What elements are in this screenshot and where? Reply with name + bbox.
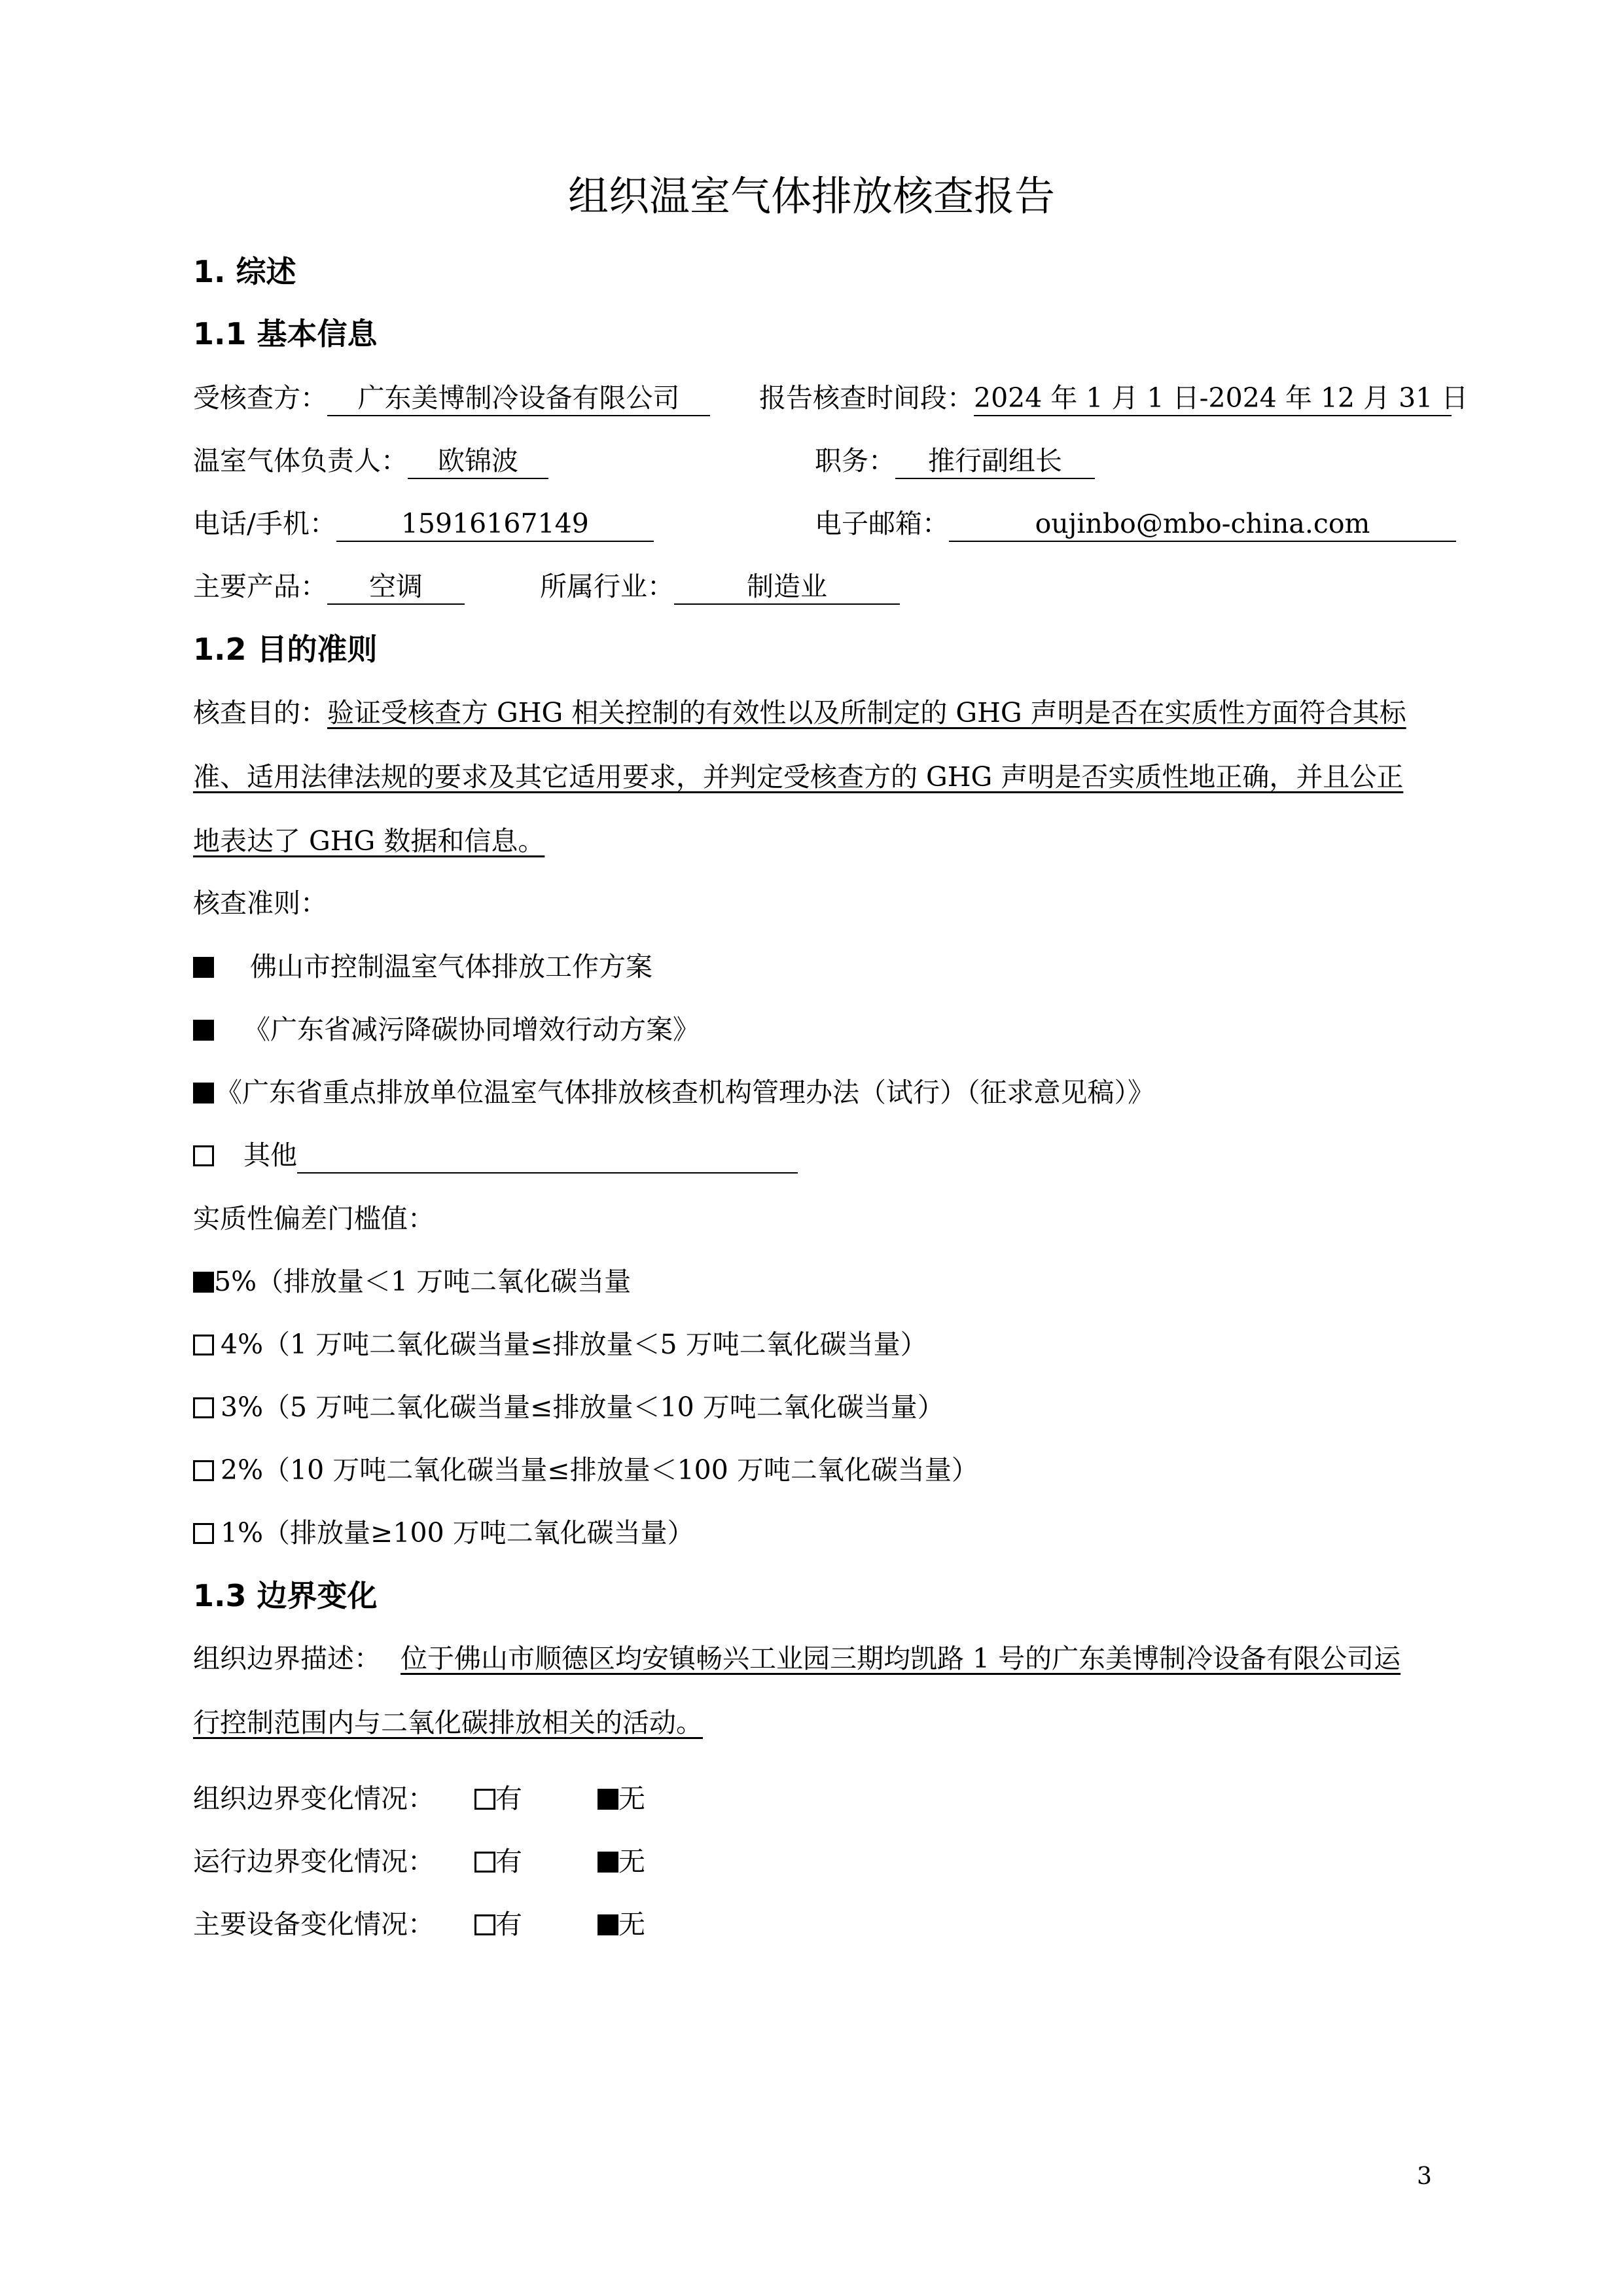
option-no: 无 — [618, 1846, 645, 1877]
email-row — [815, 504, 1456, 543]
period-value: 2024 年 1 月 1 日-2024 年 12 月 31 日 — [974, 381, 1452, 416]
industry-row — [540, 567, 900, 606]
criteria-item-text: 《广东省减污降碳协同增效行动方案》 — [243, 1014, 700, 1045]
criteria-item-text: 其他 — [243, 1139, 297, 1171]
purpose-label: 核查目的： — [193, 697, 327, 728]
industry-value: 制造业 — [674, 569, 900, 605]
checked-box-icon — [597, 1914, 618, 1935]
unchecked-box-icon — [193, 1523, 214, 1544]
industry-label: 所属行业： — [540, 571, 674, 602]
criteria-item-other — [193, 1136, 798, 1175]
position-value: 推行副组长 — [895, 444, 1095, 479]
unchecked-box-icon — [193, 1335, 214, 1355]
boundary-description — [193, 1626, 1456, 1755]
boundary-change-row — [193, 1842, 645, 1881]
threshold-item-text: 1%（排放量≥100 万吨二氧化碳当量） — [221, 1517, 694, 1549]
product-row — [193, 567, 465, 606]
option-yes: 有 — [495, 1846, 522, 1877]
unchecked-box-icon — [474, 1852, 495, 1873]
unchecked-box-icon — [193, 1460, 214, 1481]
email-value: oujinbo@mbo-china.com — [949, 507, 1456, 542]
purpose-line-1: 验证受核查方 GHG 相关控制的有效性以及所制定的 GHG 声明是否在实质性方面符合其标 — [327, 697, 1406, 728]
criteria-item — [193, 947, 652, 986]
ghg-contact-row — [193, 441, 548, 480]
boundary-change-label: 运行边界变化情况： — [193, 1846, 435, 1877]
phone-value: 15916167149 — [336, 507, 654, 542]
ghg-contact-value: 欧锦波 — [408, 444, 548, 479]
threshold-item — [193, 1450, 978, 1490]
phone-row — [193, 504, 654, 543]
phone-label: 电话/手机： — [193, 508, 336, 539]
criteria-item — [193, 1073, 1154, 1112]
boundary-change-row — [193, 1905, 645, 1944]
threshold-item — [193, 1262, 631, 1301]
email-label: 电子邮箱： — [815, 508, 949, 539]
option-yes: 有 — [495, 1783, 522, 1814]
option-no: 无 — [618, 1909, 645, 1940]
period-label: 报告核查时间段： — [759, 382, 974, 414]
option-no: 无 — [618, 1783, 645, 1814]
threshold-item-text: 4%（1 万吨二氧化碳当量≤排放量＜5 万吨二氧化碳当量） — [221, 1329, 927, 1360]
verified-party-label: 受核查方： — [193, 382, 327, 414]
criteria-label: 核查准则： — [193, 888, 327, 919]
page-number: 3 — [1417, 2163, 1432, 2190]
criteria-item-text: 佛山市控制温室气体排放工作方案 — [250, 951, 652, 982]
unchecked-box-icon — [474, 1914, 495, 1935]
report-title: 组织温室气体排放核查报告 — [567, 172, 1055, 220]
threshold-item-text: 2%（10 万吨二氧化碳当量≤排放量＜100 万吨二氧化碳当量） — [221, 1454, 978, 1486]
checked-box-icon — [193, 1083, 214, 1103]
boundary-desc-label: 组织边界描述： — [193, 1643, 381, 1674]
purpose-paragraph — [193, 681, 1456, 873]
threshold-label: 实质性偏差门槛值： — [193, 1203, 435, 1234]
verified-party-value: 广东美博制冷设备有限公司 — [327, 381, 710, 416]
checked-box-icon — [193, 1272, 214, 1293]
checked-box-icon — [597, 1852, 618, 1873]
threshold-item-text: 5%（排放量＜1 万吨二氧化碳当量 — [214, 1266, 632, 1297]
checked-box-icon — [597, 1789, 618, 1810]
purpose-line-3: 地表达了 GHG 数据和信息。 — [193, 825, 545, 857]
boundary-desc-line-1: 位于佛山市顺德区均安镇畅兴工业园三期均凯路 1 号的广东美博制冷设备有限公司运 — [401, 1643, 1401, 1674]
ghg-contact-label: 温室气体负责人： — [193, 445, 408, 476]
product-value: 空调 — [327, 569, 465, 605]
criteria-item-text: 《广东省重点排放单位温室气体排放核查机构管理办法（试行）（征求意见稿）》 — [215, 1077, 1154, 1108]
position-row — [815, 441, 1095, 480]
option-yes: 有 — [495, 1909, 522, 1940]
checked-box-icon — [193, 957, 214, 978]
section-1-2-heading: 1.2 目的准则 — [193, 632, 378, 667]
position-label: 职务： — [815, 445, 895, 476]
unchecked-box-icon — [193, 1397, 214, 1418]
unchecked-box-icon — [474, 1789, 495, 1810]
criteria-other-blank — [297, 1138, 798, 1174]
checked-box-icon — [193, 1020, 214, 1041]
section-1-3-heading: 1.3 边界变化 — [193, 1578, 378, 1613]
boundary-change-label: 组织边界变化情况： — [193, 1783, 435, 1814]
threshold-item — [193, 1388, 944, 1427]
verified-party-row — [193, 378, 710, 418]
purpose-line-2: 准、适用法律法规的要求及其它适用要求，并判定受核查方的 GHG 声明是否实质性地正确，并且公正 — [193, 761, 1404, 793]
boundary-change-row — [193, 1779, 645, 1818]
product-label: 主要产品： — [193, 571, 327, 602]
section-1-heading: 1. 综述 — [193, 254, 296, 289]
threshold-item — [193, 1325, 927, 1364]
period-row — [759, 378, 1469, 418]
boundary-change-label: 主要设备变化情况： — [193, 1909, 435, 1940]
threshold-item — [193, 1513, 694, 1552]
section-1-1-heading: 1.1 基本信息 — [193, 316, 378, 351]
criteria-item — [193, 1010, 700, 1049]
threshold-item-text: 3%（5 万吨二氧化碳当量≤排放量＜10 万吨二氧化碳当量） — [221, 1391, 944, 1423]
unchecked-box-icon — [193, 1145, 214, 1166]
boundary-desc-line-2: 行控制范围内与二氧化碳排放相关的活动。 — [193, 1707, 703, 1738]
